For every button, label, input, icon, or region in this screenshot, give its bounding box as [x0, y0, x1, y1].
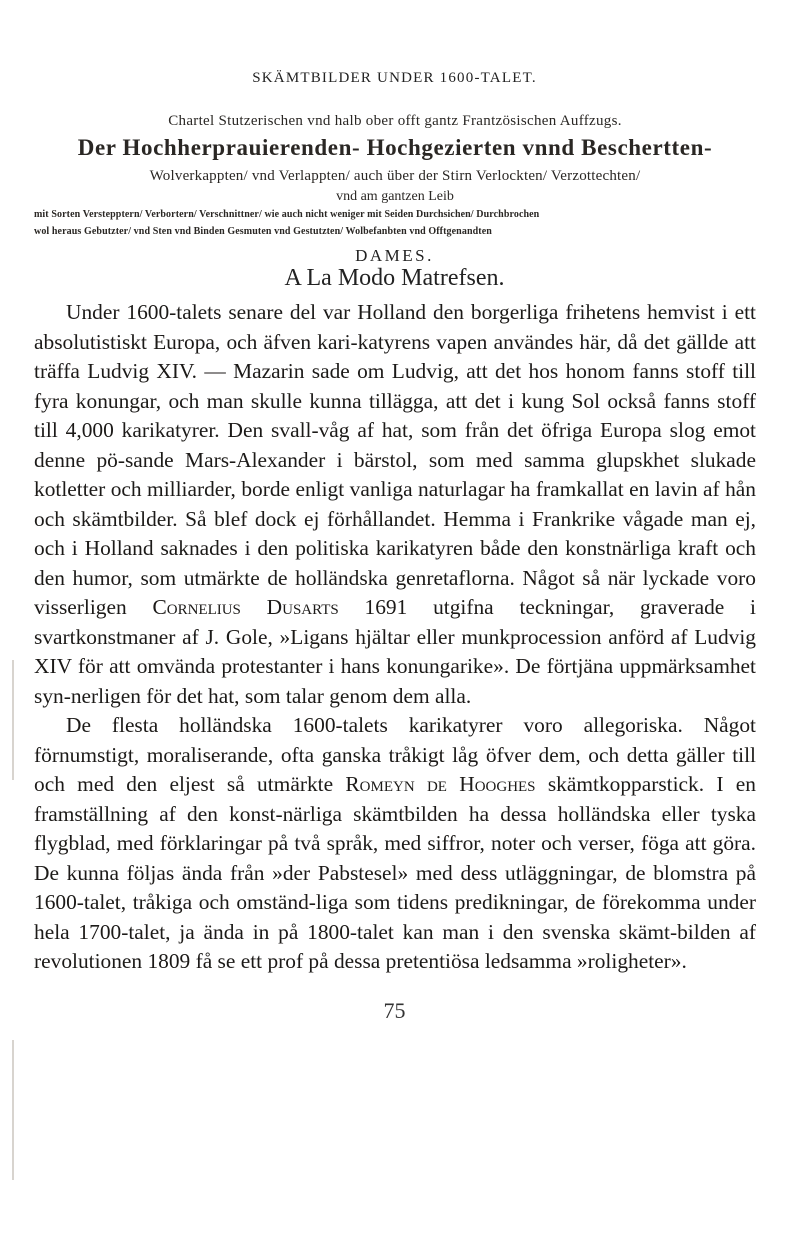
paragraph-2-text-b: skämtkopparstick. I en framställning af den konst-närliga skämtbilden ha dessa holländska eller tyska flygblad, med förklaringar på två språk, med siffror, noter och verser, föga att göra. De kunna följas ända från »der Pabstesel» med dess utläggningar, de blomstra på 1600-talet, tråkiga och omständ-liga som tidens predikningar, de förekomma under hela 1700-talet, ja ända in på 1800-talet kan man i den svenska skämt-bilden af revolutionen 1809 få se ett prof på dessa pretentiösa ledsamma »roligheter». [34, 772, 756, 973]
broadsheet-title-line-6: wol heraus Gebutzter/ vnd Sten vnd Binden Gesmuten vnd Gestutzten/ Wolbefanbten vnd Offtgenandten [34, 226, 492, 237]
broadsheet-subtitle: A La Modo Matrefsen. [284, 265, 505, 291]
artist-name-hooghe: Romeyn de Hooghes [345, 772, 536, 796]
page-number: 75 [383, 998, 406, 1023]
paragraph-1 [34, 298, 756, 711]
broadsheet-dames: DAMES. [355, 246, 434, 265]
running-head: SKÄMTBILDER UNDER 1600-TALET. [252, 70, 537, 86]
artist-name-dusarts: Cornelius Dusarts [152, 595, 339, 619]
paragraph-1-text-a: Under 1600-talets senare del var Holland den borgerliga frihetens hemvist i ett absolutistiskt Europa, och äfven kari-katyrens vapen användes här, då det gällde att träffa Ludvig XIV. — Mazarin sade om Ludvig, att det hos honom fanns stoff till fyra konungar, och man skulle kunna tillägga, att det i kung Sol också fanns stoff till 4,000 karikatyrer. Den svall-våg af hat, som från det öfriga Europa slog emot denne pö-sande Mars-Alexander i bärstol, som med samma glupskhet slukade kotletter och milliarder, borde enligt vanliga naturlagar ha framkallat en lavin af hån och skämtbilder. Så blef dock ej förhållandet. Hemma i Frankrike vågade man ej, och i Holland saknades i den politiska karikatyren både den konstnärliga kraft och den humor, som utmärkte de holländska genretaflorna. Något så när lyckade voro visserligen [34, 300, 756, 619]
broadsheet-title-line-5: mit Sorten Verstepptern/ Verbortern/ Verschnittner/ wie auch nicht weniger mit Seiden Durchsichen/ Durchbrochen [34, 209, 540, 220]
paragraph-2-text-a: De flesta holländska 1600-talets karikatyrer voro allegoriska. Något förnumstigt, moraliserande, ofta ganska tråkigt låg öfver dem, och detta gäller till och med den eljest så utmärkte [34, 713, 756, 796]
paragraph-1-text-b: 1691 utgifna teckningar, graverade i svartkonstmaner af J. Gole, »Ligans hjältar eller munkprocession anförd af Ludvig XIV för att omvända protestanter i hans konungarike». De förtjäna uppmärksamhet syn-nerligen för det hat, som talar genom dem alla. [34, 595, 756, 708]
broadsheet-title-line-1: Chartel Stutzerischen vnd halb ober offt gantz Frantzösischen Auffzugs. [168, 113, 622, 129]
broadsheet-title-line-3: Wolverkappten/ vnd Verlappten/ auch über der Stirn Verlockten/ Verzottechten/ [149, 168, 641, 184]
scan-edge-mark [12, 1040, 14, 1180]
broadsheet-title-line-2: Der Hochherprauierenden- Hochgezierten vnnd Beschertten- [77, 135, 713, 160]
body-text [34, 298, 756, 977]
broadsheet-title-line-4: vnd am gantzen Leib [336, 189, 454, 204]
scan-edge-mark [12, 660, 14, 780]
paragraph-2 [34, 711, 756, 977]
